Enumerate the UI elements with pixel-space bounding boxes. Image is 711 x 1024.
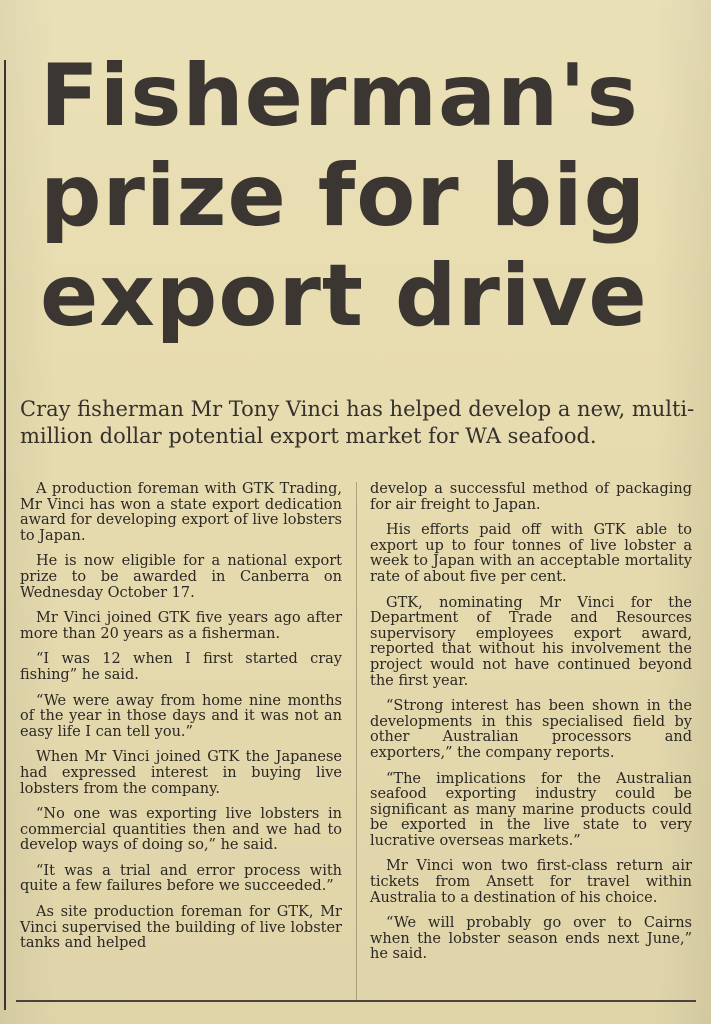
body-paragraph: Mr Vinci joined GTK five years ago after more than 20 years as a fisherman. [20, 610, 342, 642]
column-divider [356, 482, 357, 1002]
body-paragraph: Mr Vinci won two first-class return air tickets from Ansett for travel within Australia to a destination of his choice. [370, 858, 692, 906]
article-column-2 [370, 482, 692, 973]
body-paragraph: “It was a trial and error process with quite a few failures before we succeeded.” [20, 862, 342, 895]
body-paragraph: “We will probably go over to Cairns when the lobster season ends next June,” he said. [370, 915, 692, 963]
headline [40, 46, 690, 346]
body-paragraph: As site production foreman for GTK, Mr Vinci supervised the building of live lobster tanks and helped [20, 904, 342, 952]
headline-line-2: prize for big [40, 146, 647, 246]
body-paragraph: “No one was exporting live lobsters in commercial quantities then and we had to develop ways of doing so,” he said. [20, 806, 342, 854]
intro-paragraph: Cray fisherman Mr Tony Vinci has helped develop a new, multi-million dollar potential export market for WA seafood. [20, 397, 695, 448]
body-paragraph: He is now eligible for a national export prize to be awarded in Canberra on Wednesday October 17. [20, 553, 342, 601]
article-column-1 [20, 482, 342, 962]
body-paragraph: “I was 12 when I first started cray fishing” he said. [20, 651, 342, 683]
body-paragraph: When Mr Vinci joined GTK the Japanese had expressed interest in buying live lobsters from the company. [20, 749, 342, 797]
bottom-rule [16, 1000, 696, 1002]
body-paragraph: A production foreman with GTK Trading, Mr Vinci has won a state export dedication award for developing export of live lobsters to Japan. [20, 481, 342, 544]
headline-line-3: export drive [40, 246, 648, 346]
body-paragraph: “Strong interest has been shown in the developments in this specialised field by other Australian processors and exporters,” the company reports. [370, 698, 692, 761]
column-rule-left [4, 60, 6, 1010]
body-paragraph: His efforts paid off with GTK able to export up to four tonnes of live lobster a week to Japan with an acceptable mortality rate of about five per cent. [370, 522, 692, 585]
body-paragraph: “The implications for the Australian seafood exporting industry could be significant as many marine products could be exported in the live state to very lucrative overseas markets.” [370, 770, 692, 849]
body-paragraph: “We were away from home nine months of the year in those days and it was not an easy life I can tell you.” [20, 692, 342, 740]
headline-line-1: Fisherman's [40, 46, 639, 146]
body-paragraph: develop a successful method of packaging for air freight to Japan. [370, 481, 692, 513]
body-paragraph: GTK, nominating Mr Vinci for the Department of Trade and Resources supervisory employees export award, reported that without his involvement the project would not have continued beyond the first year. [370, 594, 692, 689]
